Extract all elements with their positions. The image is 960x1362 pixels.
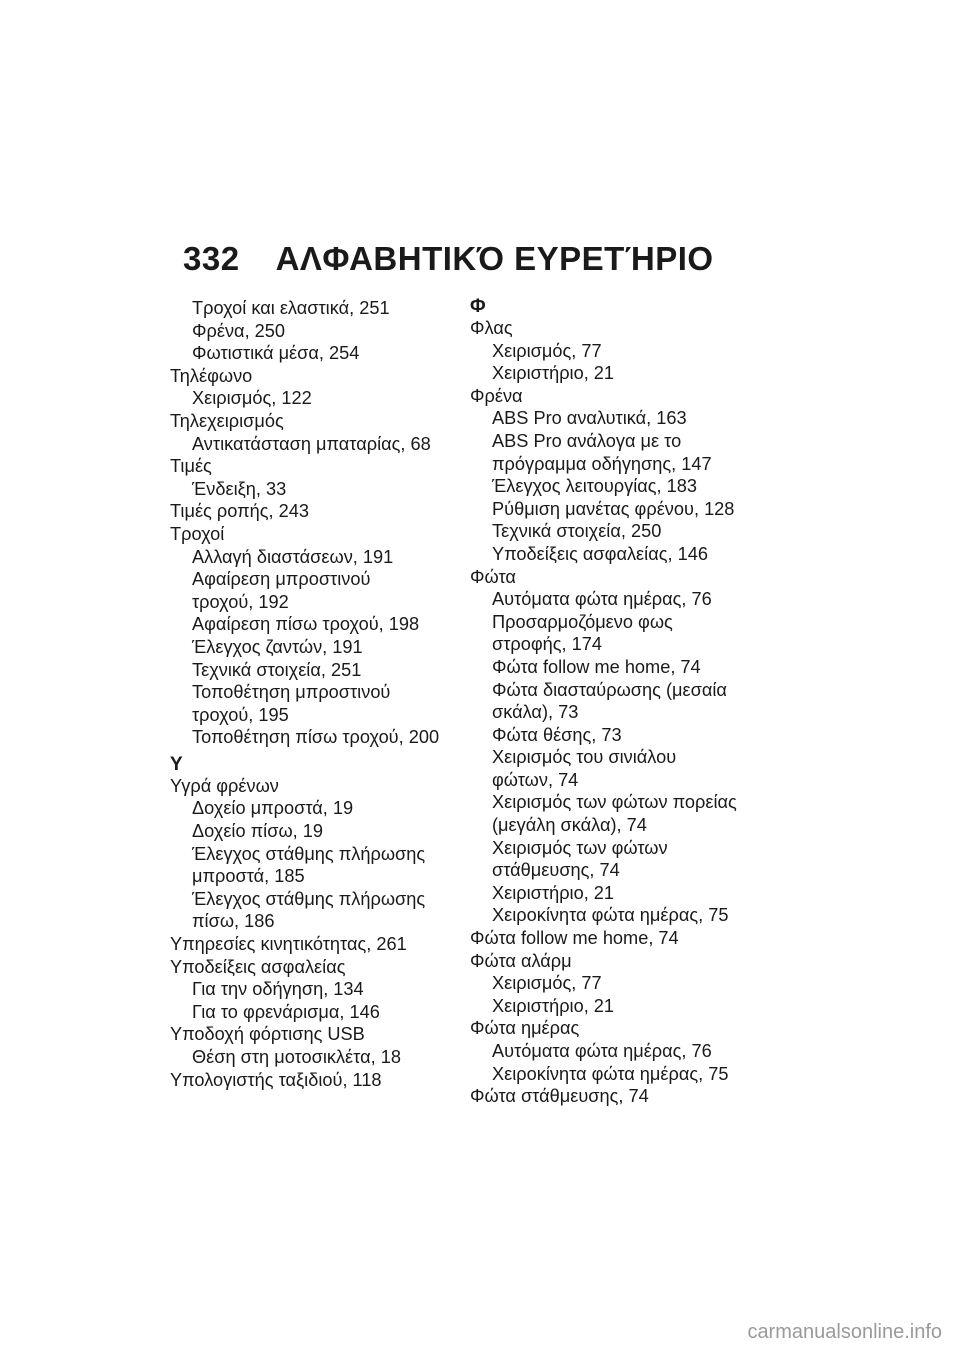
index-subentry: Θέση στη μοτοσικλέτα, 18 xyxy=(192,1047,401,1067)
index-subentry: πίσω, 186 xyxy=(192,911,275,932)
index-entry: Τιμές xyxy=(170,456,212,477)
index-letter-heading: Φ xyxy=(470,296,486,317)
index-subentry: Αλλαγή διαστάσεων, 191 xyxy=(192,546,394,567)
index-entry: Φώτα στάθμευσης, 74 xyxy=(470,1086,649,1107)
index-subentry: σκάλα), 73 xyxy=(492,702,579,723)
index-subentry: Προσαρμοζόμενο φως xyxy=(492,611,673,632)
index-entry: Φώτα xyxy=(470,566,516,587)
index-entry: Φώτα αλάρμ xyxy=(470,950,572,971)
index-subentry: μπροστά, 185 xyxy=(192,866,305,887)
index-subentry: Αυτόματα φώτα ημέρας, 76 xyxy=(492,589,712,610)
index-subentry: Χειρισμός του σινιάλου xyxy=(492,747,677,768)
index-subentry: Έλεγχος λειτουργίας, 183 xyxy=(492,476,697,497)
index-subentry: Χειρισμός, 122 xyxy=(192,388,312,409)
page-header xyxy=(183,240,714,278)
index-subentry: Τροχοί και ελαστικά, 251 xyxy=(192,298,390,318)
index-subentry: Έλεγχος στάθμης πλήρωσης xyxy=(192,888,426,909)
index-subentry: Χειριστήριο, 21 xyxy=(492,882,615,903)
index-subentry: Τοποθέτηση μπροστινού xyxy=(192,682,391,703)
page-title: ΑΛΦΑΒΗΤΙΚΌ ΕΥΡΕΤΉΡΙΟ xyxy=(275,240,714,277)
index-subentry: Χειριστήριο, 21 xyxy=(492,995,615,1016)
index-subentry: Αυτόματα φώτα ημέρας, 76 xyxy=(492,1041,712,1061)
index-subentry: Έλεγχος στάθμης πλήρωσης xyxy=(192,843,426,864)
index-entry: Υποδοχή φόρτισης USB xyxy=(170,1024,365,1045)
index-subentry: Τοποθέτηση πίσω τροχού, 200 xyxy=(192,727,440,748)
index-entry: Φλας xyxy=(470,318,513,338)
index-entry: Φώτα follow me home, 74 xyxy=(470,928,679,949)
index-subentry: Φώτα follow me home, 74 xyxy=(492,656,701,677)
index-subentry: Φώτα θέσης, 73 xyxy=(492,724,622,745)
index-subentry: Χειρισμός, 77 xyxy=(492,973,602,994)
index-subentry: στροφής, 174 xyxy=(492,634,602,655)
index-entry: Τηλέφωνο xyxy=(170,365,253,386)
index-subentry: Για το φρενάρισμα, 146 xyxy=(192,1001,380,1022)
index-subentry: πρόγραμμα οδήγησης, 147 xyxy=(492,453,712,474)
index-letter-heading: Υ xyxy=(170,753,183,775)
index-subentry: στάθμευσης, 74 xyxy=(492,860,620,881)
index-subentry: Αφαίρεση μπροστινού xyxy=(192,569,371,590)
index-column-right xyxy=(470,297,760,1108)
index-subentry: φώτων, 74 xyxy=(492,769,579,790)
index-subentry: Φωτιστικά μέσα, 254 xyxy=(192,343,360,364)
index-subentry: Έλεγχος ζαντών, 191 xyxy=(192,636,363,657)
index-column-left xyxy=(170,297,460,1091)
index-subentry: Αντικατάσταση μπαταρίας, 68 xyxy=(192,433,431,454)
index-entry: Τηλεχειρισμός xyxy=(170,410,284,431)
index-subentry: τροχού, 195 xyxy=(192,704,289,725)
index-subentry: Χειρισμός, 77 xyxy=(492,340,602,361)
index-subentry: Ένδειξη, 33 xyxy=(192,478,287,499)
index-subentry: ABS Pro ανάλογα με το xyxy=(492,430,682,451)
index-subentry: Υποδείξεις ασφαλείας, 146 xyxy=(492,543,708,564)
index-entry: Υποδείξεις ασφαλείας xyxy=(170,956,346,977)
index-subentry: Χειρισμός των φώτων xyxy=(492,837,668,858)
index-subentry: ABS Pro αναλυτικά, 163 xyxy=(492,408,687,429)
index-subentry: Τεχνικά στοιχεία, 250 xyxy=(492,521,662,542)
index-subentry: τροχού, 192 xyxy=(192,591,289,612)
index-subentry: Ρύθμιση μανέτας φρένου, 128 xyxy=(492,498,735,519)
index-entry: Φώτα ημέρας xyxy=(470,1018,580,1039)
index-subentry: (μεγάλη σκάλα), 74 xyxy=(492,815,647,836)
index-subentry: Για την οδήγηση, 134 xyxy=(192,979,364,1000)
index-subentry: Δοχείο πίσω, 19 xyxy=(192,821,323,842)
index-subentry: Αφαίρεση πίσω τροχού, 198 xyxy=(192,614,420,635)
index-subentry: Φώτα διασταύρωσης (μεσαία xyxy=(492,679,727,700)
index-subentry: Χειροκίνητα φώτα ημέρας, 75 xyxy=(492,1063,729,1084)
index-entry: Τροχοί xyxy=(170,523,225,544)
index-subentry: Φρένα, 250 xyxy=(192,320,286,341)
index-subentry: Τεχνικά στοιχεία, 251 xyxy=(192,659,362,680)
index-subentry: Δοχείο μπροστά, 19 xyxy=(192,798,354,819)
index-entry: Φρένα xyxy=(470,385,523,406)
index-entry: Υπηρεσίες κινητικότητας, 261 xyxy=(170,934,407,955)
index-subentry: Χειροκίνητα φώτα ημέρας, 75 xyxy=(492,905,729,926)
watermark: carmanualsonline.info xyxy=(747,1321,942,1343)
index-subentry: Χειρισμός των φώτων πορείας xyxy=(492,792,737,813)
index-entry: Υγρά φρένων xyxy=(170,775,279,796)
page-number: 332 xyxy=(183,240,240,277)
index-subentry: Χειριστήριο, 21 xyxy=(492,363,615,384)
index-entry: Υπολογιστής ταξιδιού, 118 xyxy=(170,1069,382,1090)
index-entry: Τιμές ροπής, 243 xyxy=(170,501,309,522)
